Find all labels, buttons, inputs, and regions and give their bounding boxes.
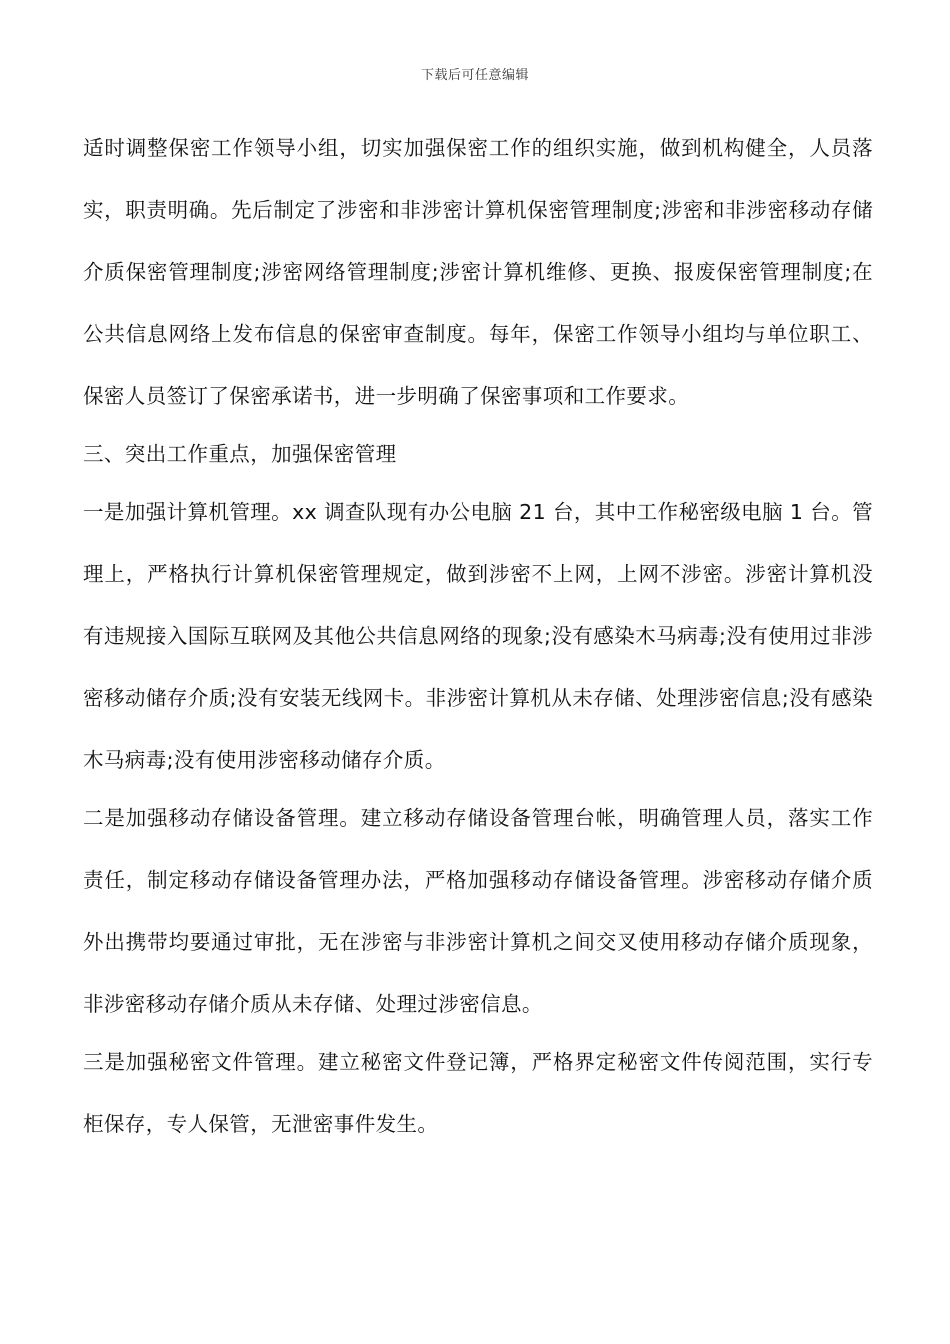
paragraph-computer-management: 一是加强计算机管理。xx 调查队现有办公电脑 21 台，其中工作秘密级电脑 1 台。管理上，严格执行计算机保密管理规定，做到涉密不上网，上网不涉密。涉密计算机没有违规接入国际互联网及其他公共信息网络的现象;没有感染木马病毒;没有使用过非涉密移动储存介质;没有安装无线网卡。非涉密计算机从未存储、处理涉密信息;没有感染木马病毒;没有使用涉密移动储存介质。 (83, 500, 873, 772)
paragraph-storage-management: 二是加强移动存储设备管理。建立移动存储设备管理台帐，明确管理人员，落实工作责任，制定移动存储设备管理办法，严格加强移动存储设备管理。涉密移动存储介质外出携带均要通过审批，无在涉密与非涉密计算机之间交叉使用移动存储介质现象，非涉密移动存储介质从未存储、处理过涉密信息。 (83, 806, 873, 1016)
section-heading-3: 三、突出工作重点，加强保密管理 (83, 442, 397, 466)
paragraph-document-management: 三是加强秘密文件管理。建立秘密文件登记簿，严格界定秘密文件传阅范围，实行专柜保存，专人保管，无泄密事件发生。 (83, 1050, 873, 1136)
paragraph-organization: 适时调整保密工作领导小组，切实加强保密工作的组织实施，做到机构健全，人员落实，职责明确。先后制定了涉密和非涉密计算机保密管理制度;涉密和非涉密移动存储介质保密管理制度;涉密网络管理制度;涉密计算机维修、更换、报废保密管理制度;在公共信息网络上发布信息的保密审查制度。每年，保密工作领导小组均与单位职工、保密人员签订了保密承诺书，进一步明确了保密事项和工作要求。 (83, 136, 873, 408)
document-body (83, 117, 873, 1155)
header-note: 下载后可任意编辑 (420, 68, 529, 83)
